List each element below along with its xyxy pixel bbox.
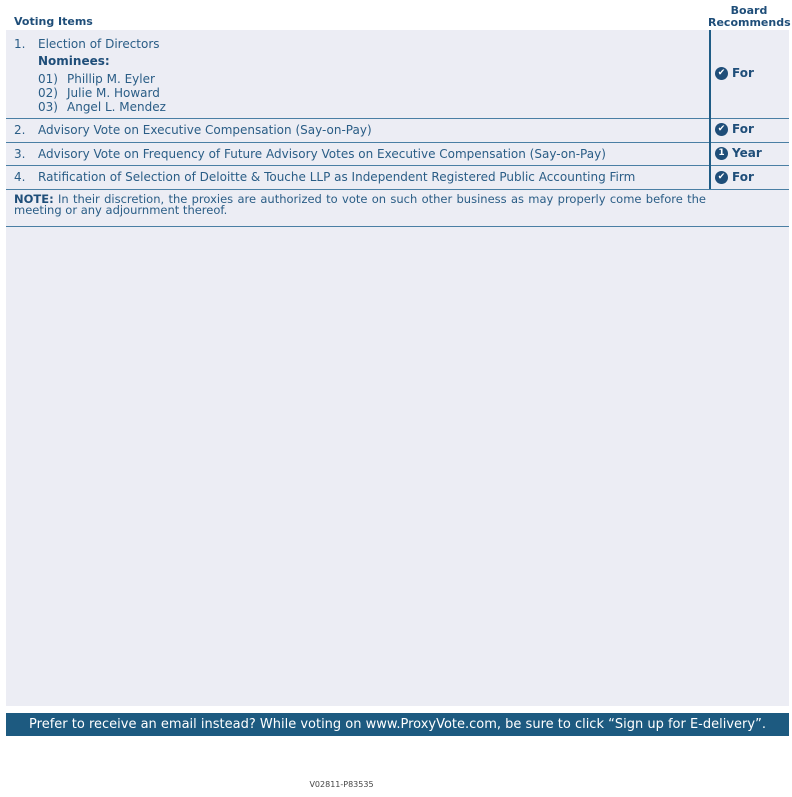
board-label: Board <box>730 4 768 17</box>
header-board-recommends <box>708 5 790 29</box>
recommendation-2 <box>715 122 754 136</box>
e-delivery-banner <box>6 713 789 736</box>
item-4-text <box>14 170 635 184</box>
item-number: 3. <box>14 147 26 161</box>
nominee-name: Phillip M. Eyler <box>67 72 155 86</box>
recommendation-3 <box>715 146 762 160</box>
item-1-text <box>14 37 160 51</box>
item-number: 1. <box>14 37 26 51</box>
nominee-3 <box>38 100 166 114</box>
note-label: NOTE: <box>14 192 54 206</box>
recommends-label: Recommends <box>708 16 791 29</box>
note-text <box>14 194 706 216</box>
recommendation-column-divider <box>709 30 711 189</box>
nominee-number: 02) <box>38 86 58 100</box>
recommendation-1 <box>715 66 754 80</box>
nominee-1 <box>38 72 155 86</box>
recommendation-label: Year <box>732 146 762 160</box>
item-label: Election of Directors <box>38 37 160 51</box>
note-body: In their discretion, the proxies are authorized to vote on such other business as may properly come before the meeting or any adjournment thereof. <box>14 192 706 217</box>
recommendation-label: For <box>732 66 754 80</box>
item-number: 2. <box>14 123 26 137</box>
document-code: V02811-P83535 <box>309 780 374 789</box>
nominee-name: Julie M. Howard <box>67 86 160 100</box>
item-2-text <box>14 123 372 137</box>
nominees-heading: Nominees: <box>38 54 110 68</box>
nominee-2 <box>38 86 160 100</box>
nominee-number: 03) <box>38 100 58 114</box>
item-label: Advisory Vote on Executive Compensation (Say-on-Pay) <box>38 123 372 137</box>
check-icon: ✔ <box>715 123 728 136</box>
item-3-text <box>14 147 606 161</box>
item-label: Advisory Vote on Frequency of Future Advisory Votes on Executive Compensation (Say-on-Pay) <box>38 147 606 161</box>
item-label: Ratification of Selection of Deloitte & Touche LLP as Independent Registered Public Accounting Firm <box>38 170 636 184</box>
nominee-name: Angel L. Mendez <box>67 100 166 114</box>
one-icon: 1 <box>715 147 728 160</box>
header-voting-items: Voting Items <box>14 15 93 28</box>
check-icon: ✔ <box>715 67 728 80</box>
recommendation-4 <box>715 170 754 184</box>
recommendation-label: For <box>732 170 754 184</box>
recommendation-label: For <box>732 122 754 136</box>
e-delivery-text: Prefer to receive an email instead? While voting on www.ProxyVote.com, be sure to click “Sign up for E-delivery”. <box>29 717 766 732</box>
check-icon: ✔ <box>715 171 728 184</box>
voting-panel <box>6 30 789 706</box>
item-number: 4. <box>14 170 26 184</box>
nominee-number: 01) <box>38 72 58 86</box>
